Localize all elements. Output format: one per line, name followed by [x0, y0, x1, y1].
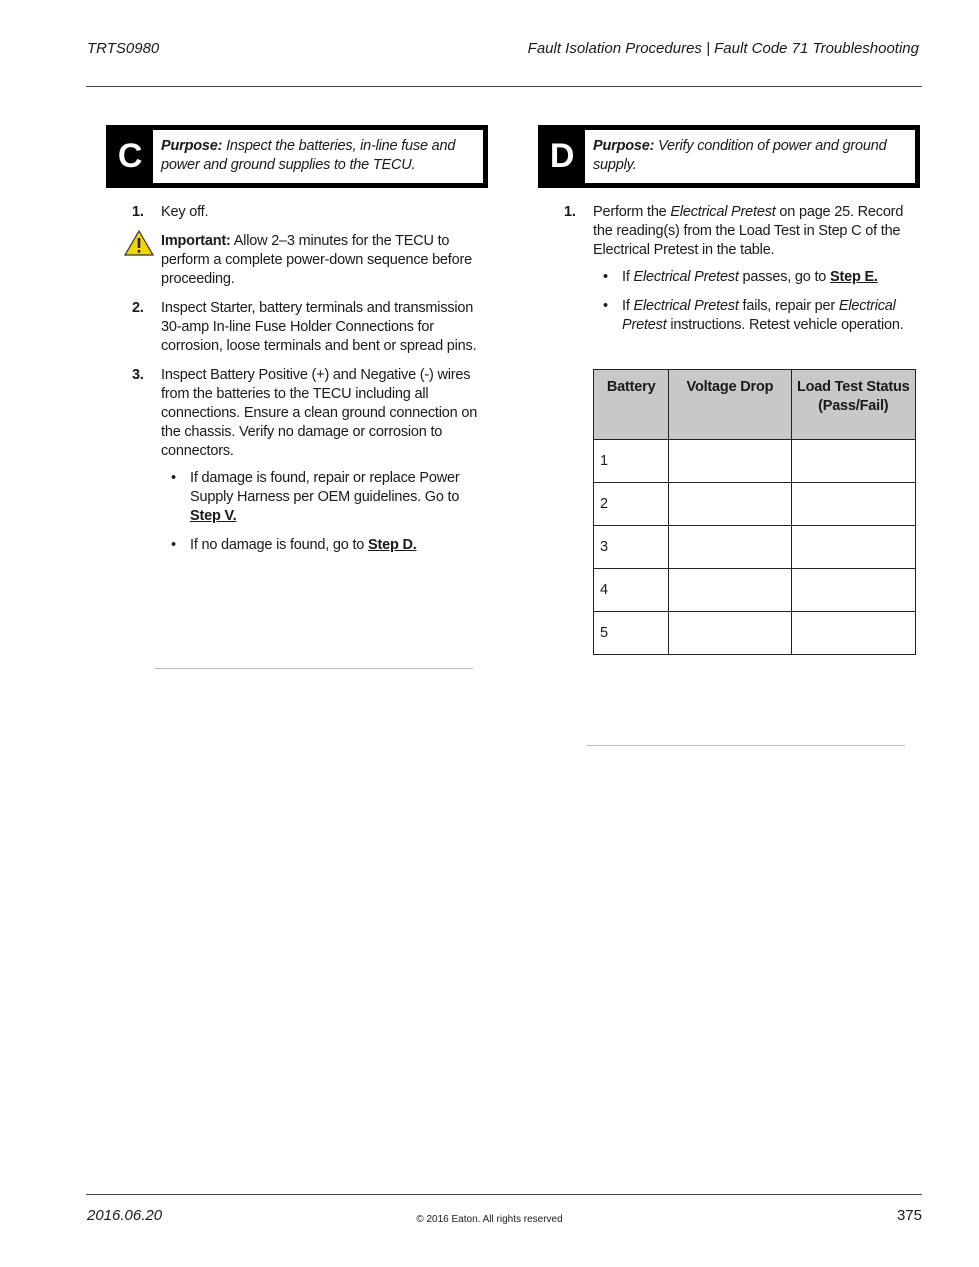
voltage-drop-cell — [669, 483, 791, 526]
status-cell — [791, 440, 915, 483]
battery-number: 1 — [594, 440, 669, 483]
load-test-table — [593, 369, 916, 655]
column-c-end-rule — [155, 668, 473, 669]
purpose-label: Purpose: — [161, 138, 223, 154]
bullet-pretest-fails: • If Electrical Pretest fails, repair per Electrical Pretest instructions. Retest vehicle operation. — [593, 297, 920, 335]
step-c-item-3 — [106, 366, 488, 555]
step-c-purpose — [153, 130, 483, 183]
purpose-text: Inspect the batteries, in-line fuse and power and ground supplies to the TECU. — [161, 138, 456, 173]
step-d-list — [538, 203, 920, 335]
table-row — [594, 526, 916, 569]
status-cell — [791, 612, 915, 655]
purpose-label: Purpose: — [593, 138, 655, 154]
link-step-e[interactable]: Step E. — [830, 269, 878, 285]
battery-number: 3 — [594, 526, 669, 569]
bullet-pretest-passes: • If Electrical Pretest passes, go to Step E. — [593, 268, 920, 287]
footer-date: 2016.06.20 — [87, 1207, 163, 1224]
step-number: 3. — [132, 367, 144, 383]
purpose-text: Verify condition of power and ground supply. — [593, 138, 887, 173]
bullet-damage-found — [161, 469, 488, 526]
step-number: 2. — [132, 300, 144, 316]
step-d-purpose — [585, 130, 915, 183]
battery-number: 4 — [594, 569, 669, 612]
footer-copyright: © 2016 Eaton. All rights reserved — [416, 1214, 563, 1225]
header-voltage-drop: Voltage Drop — [669, 370, 791, 440]
status-cell — [791, 526, 915, 569]
step-d-item-1 — [538, 203, 920, 335]
link-step-d[interactable]: Step D. — [368, 537, 417, 553]
step-d-bullets — [593, 268, 920, 335]
column-d-end-rule — [586, 745, 905, 746]
bullet-text: If damage is found, repair or replace Power Supply Harness per OEM guidelines. Go to — [190, 470, 460, 505]
footer-divider — [86, 1194, 922, 1195]
step-c-list — [106, 203, 488, 555]
important-text: Allow 2–3 minutes for the TECU to perform a complete power-down sequence before proceeding. — [161, 233, 472, 287]
step-number: 1. — [132, 204, 144, 220]
step-d-purpose-box — [538, 125, 920, 188]
status-cell — [791, 569, 915, 612]
step-text: Perform the Electrical Pretest on page 25. Record the reading(s) from the Load Test in Step C of the Electrical Pretest in the table. — [593, 204, 904, 258]
step-c-item-2 — [106, 299, 488, 356]
voltage-drop-cell — [669, 569, 791, 612]
battery-number: 2 — [594, 483, 669, 526]
table-header-row — [594, 370, 916, 440]
table-row — [594, 569, 916, 612]
ref-electrical-pretest: Electrical Pretest — [633, 269, 739, 285]
header-load-test-status: Load Test Status (Pass/Fail) — [791, 370, 915, 440]
bullet-text: If no damage is found, go to — [190, 537, 368, 553]
header-battery: Battery — [594, 370, 669, 440]
step-c-item-1 — [106, 203, 488, 222]
header-section-title: Fault Isolation Procedures | Fault Code 71 Troubleshooting — [527, 40, 919, 57]
step-text: Key off. — [161, 204, 209, 220]
important-note — [106, 232, 488, 289]
step-d-letter: D — [549, 137, 575, 175]
page-number: 375 — [896, 1207, 922, 1224]
warning-triangle-icon — [124, 230, 154, 256]
important-label: Important: — [161, 233, 231, 249]
status-cell — [791, 483, 915, 526]
step-c-column — [106, 125, 488, 565]
voltage-drop-cell — [669, 526, 791, 569]
bullet-no-damage — [161, 536, 488, 555]
step-c-letter: C — [117, 137, 143, 175]
step-d-column — [538, 125, 920, 345]
voltage-drop-cell — [669, 440, 791, 483]
link-step-v[interactable]: Step V. — [190, 508, 237, 524]
table-row — [594, 483, 916, 526]
battery-number: 5 — [594, 612, 669, 655]
header-divider — [86, 86, 922, 87]
step-number: 1. — [564, 204, 576, 220]
step-text: Inspect Starter, battery terminals and transmission 30-amp In-line Fuse Holder Connections for corrosion, loose terminals and bent or spread pins. — [161, 300, 477, 354]
step-c-bullets — [161, 469, 488, 555]
step-text: Inspect Battery Positive (+) and Negative (-) wires from the batteries to the TECU including all connections. Ensure a clean ground connection on the chassis. Verify no damage or corrosion to connectors. — [161, 367, 478, 459]
table-row — [594, 440, 916, 483]
ref-electrical-pretest-2: Electrical Pretest — [622, 298, 896, 333]
ref-electrical-pretest: Electrical Pretest — [670, 204, 776, 220]
header-doc-id: TRTS0980 — [87, 40, 160, 57]
step-c-purpose-box — [106, 125, 488, 188]
voltage-drop-cell — [669, 612, 791, 655]
table-row — [594, 612, 916, 655]
ref-electrical-pretest: Electrical Pretest — [633, 298, 739, 314]
